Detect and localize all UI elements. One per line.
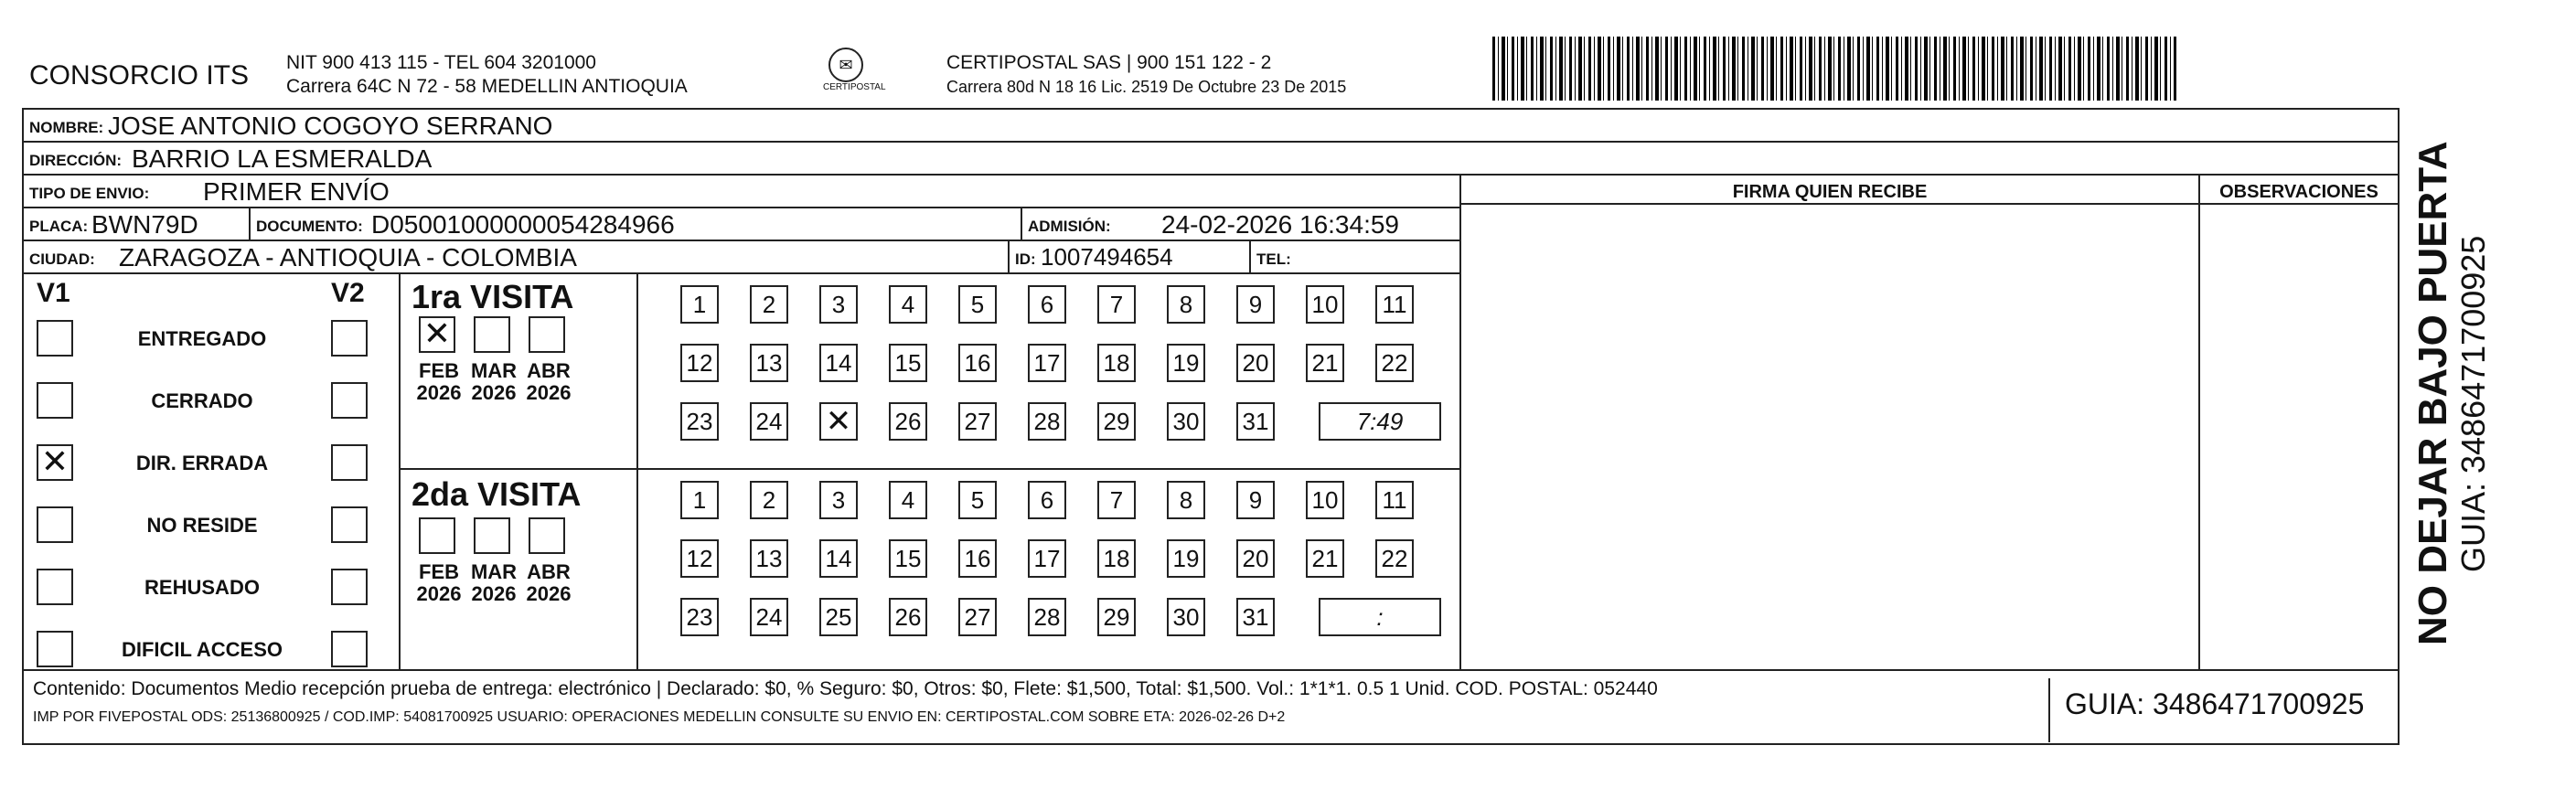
day-box[interactable]: 8 xyxy=(1167,481,1205,519)
observations-area[interactable] xyxy=(2200,205,2398,669)
day-box[interactable]: 22 xyxy=(1375,344,1414,382)
status-option-label: NO RESIDE xyxy=(146,514,258,537)
recipient-address: BARRIO LA ESMERALDA xyxy=(132,144,433,173)
day-box[interactable]: 7 xyxy=(1097,285,1136,324)
v2-checkbox[interactable] xyxy=(331,569,368,605)
day-box[interactable]: 17 xyxy=(1028,539,1066,578)
month-label: ABR 2026 xyxy=(526,560,572,605)
day-box[interactable]: 10 xyxy=(1306,481,1344,519)
day-box[interactable]: 16 xyxy=(958,344,997,382)
v2-checkbox[interactable] xyxy=(331,631,368,667)
day-box[interactable]: 31 xyxy=(1236,598,1275,636)
day-box[interactable]: 20 xyxy=(1236,344,1275,382)
month-checkbox[interactable] xyxy=(419,517,455,554)
month-checkbox[interactable] xyxy=(529,316,565,353)
day-box[interactable]: 2 xyxy=(750,285,788,324)
v2-header: V2 xyxy=(331,278,365,308)
day-box[interactable]: 24 xyxy=(750,402,788,441)
day-box[interactable]: 23 xyxy=(680,598,719,636)
day-box[interactable]: 10 xyxy=(1306,285,1344,324)
day-box[interactable]: 29 xyxy=(1097,598,1136,636)
day-box[interactable]: 5 xyxy=(958,285,997,324)
day-box[interactable]: 19 xyxy=(1167,344,1205,382)
day-box[interactable]: 21 xyxy=(1306,344,1344,382)
status-option-label: CERRADO xyxy=(151,389,253,412)
day-box[interactable]: 23 xyxy=(680,402,719,441)
carrier-address: Carrera 80d N 18 16 Lic. 2519 De Octubre 23 De 2015 xyxy=(946,78,1347,96)
month-label: FEB 2026 xyxy=(416,359,462,404)
v2-checkbox[interactable] xyxy=(331,444,368,481)
carrier-logo xyxy=(823,48,886,101)
company-info xyxy=(286,51,688,99)
day-box[interactable]: 30 xyxy=(1167,402,1205,441)
day-box[interactable]: 11 xyxy=(1375,285,1414,324)
footer-content: Contenido: Documentos Medio recepción prueba de entrega: electrónico | Declarado: $0, % Seguro: $0, Otros: $0, Flete: $1,500, Total: $1,500. Vol.: 1*1*1. 0.5 1 Unid. COD. POSTAL: 052440 xyxy=(33,678,1658,699)
v1-checkbox[interactable] xyxy=(37,631,73,667)
day-box[interactable]: 4 xyxy=(889,481,927,519)
day-box[interactable]: 2 xyxy=(750,481,788,519)
month-label: MAR 2026 xyxy=(470,359,518,404)
month-label: FEB 2026 xyxy=(416,560,462,605)
month-label: ABR 2026 xyxy=(526,359,572,404)
day-box[interactable]: 15 xyxy=(889,344,927,382)
day-box[interactable]: 24 xyxy=(750,598,788,636)
shipping-row: TIPO DE ENVIO: PRIMER ENVÍO xyxy=(24,176,1459,208)
plate: BWN79D xyxy=(91,210,198,239)
id-number: 1007494654 xyxy=(1041,243,1173,271)
no-dejar-text: NO DEJAR BAJO PUERTA xyxy=(2410,141,2455,645)
v2-checkbox[interactable] xyxy=(331,320,368,357)
signature-header: FIRMA QUIEN RECIBE xyxy=(1732,182,1928,202)
status-option-label: DIFICIL ACCESO xyxy=(121,638,283,661)
day-box[interactable]: 17 xyxy=(1028,344,1066,382)
v2-checkbox[interactable] xyxy=(331,382,368,419)
day-box[interactable]: 11 xyxy=(1375,481,1414,519)
time-box[interactable]: : xyxy=(1319,598,1441,636)
status-option-label: DIR. ERRADA xyxy=(135,452,269,474)
day-box[interactable]: 6 xyxy=(1028,285,1066,324)
footer-imp: IMP POR FIVEPOSTAL ODS: 25136800925 / COD.IMP: 54081700925 USUARIO: OPERACIONES MEDELLIN CONSULTE SU ENVIO EN: CERTIPOSTAL.COM SOBRE ETA: 2026-02-26 D+2 xyxy=(33,709,1286,725)
day-box[interactable]: 16 xyxy=(958,539,997,578)
address-line: Carrera 64C N 72 - 58 MEDELLIN ANTIOQUIA xyxy=(286,76,688,97)
signature-area[interactable] xyxy=(1461,205,2198,669)
day-box[interactable]: 15 xyxy=(889,539,927,578)
day-box[interactable]: 9 xyxy=(1236,481,1275,519)
day-box[interactable]: 9 xyxy=(1236,285,1275,324)
day-box[interactable]: 26 xyxy=(889,402,927,441)
status-option-label: ENTREGADO xyxy=(137,327,267,350)
day-box[interactable]: 1 xyxy=(680,285,719,324)
visit-panel xyxy=(24,274,1459,669)
day-box[interactable]: 22 xyxy=(1375,539,1414,578)
v1-header: V1 xyxy=(37,278,70,308)
address-row: DIRECCIÓN: BARRIO LA ESMERALDA xyxy=(24,143,2398,176)
day-box[interactable]: 21 xyxy=(1306,539,1344,578)
day-box[interactable]: 14 xyxy=(819,344,858,382)
day-box[interactable]: 30 xyxy=(1167,598,1205,636)
v1-checkbox[interactable] xyxy=(37,382,73,419)
month-checkbox[interactable]: ✕ xyxy=(419,316,455,353)
company-name: CONSORCIO ITS xyxy=(29,60,250,91)
month-checkbox[interactable] xyxy=(474,517,510,554)
day-box[interactable]: 7 xyxy=(1097,481,1136,519)
day-box[interactable]: 6 xyxy=(1028,481,1066,519)
day-box[interactable]: ✕ xyxy=(819,402,858,441)
document-number: D05001000000054284966 xyxy=(371,210,675,239)
plate-row: PLACA: BWN79D DOCUMENTO: D05001000000054284966 ADMISIÓN: 24-02-2026 16:34:59 xyxy=(24,208,1459,241)
v1-checkbox[interactable]: ✕ xyxy=(37,444,73,481)
city-row: CIUDAD: ZARAGOZA - ANTIOQUIA - COLOMBIA ID: 1007494654 TEL: xyxy=(24,241,1459,274)
logo-emblem-icon: ✉ xyxy=(828,48,863,82)
v1-checkbox[interactable] xyxy=(37,320,73,357)
side-texts xyxy=(2410,141,2492,647)
shipping-type: PRIMER ENVÍO xyxy=(203,177,390,206)
footer-guia: GUIA: 3486471700925 xyxy=(2065,687,2365,720)
day-box[interactable]: 12 xyxy=(680,344,719,382)
side-guia: GUIA: 3486471700925 xyxy=(2454,235,2492,572)
day-box[interactable]: 18 xyxy=(1097,539,1136,578)
day-box[interactable]: 19 xyxy=(1167,539,1205,578)
nit-line: NIT 900 413 115 - TEL 604 3201000 xyxy=(286,52,596,73)
day-box[interactable]: 14 xyxy=(819,539,858,578)
recipient-name: JOSE ANTONIO COGOYO SERRANO xyxy=(108,112,553,140)
admission-date: 24-02-2026 16:34:59 xyxy=(1161,210,1399,239)
name-row: NOMBRE: JOSE ANTONIO COGOYO SERRANO xyxy=(24,110,2398,143)
day-box[interactable]: 1 xyxy=(680,481,719,519)
visit2-title: 2da VISITA xyxy=(412,475,582,513)
carrier-line: CERTIPOSTAL SAS | 900 151 122 - 2 xyxy=(946,52,1272,73)
day-box[interactable]: 28 xyxy=(1028,598,1066,636)
day-box[interactable]: 27 xyxy=(958,402,997,441)
logo-text: CERTIPOSTAL xyxy=(823,82,886,92)
carrier-info xyxy=(946,51,1346,99)
status-option-label: REHUSADO xyxy=(144,576,260,599)
day-box[interactable]: 12 xyxy=(680,539,719,578)
time-box[interactable]: 7:49 xyxy=(1319,402,1441,441)
day-box[interactable]: 5 xyxy=(958,481,997,519)
day-box[interactable]: 8 xyxy=(1167,285,1205,324)
shipping-form xyxy=(22,108,2400,745)
visit1-title: 1ra VISITA xyxy=(412,278,574,315)
observations-header: OBSERVACIONES xyxy=(2219,182,2378,202)
day-box[interactable]: 27 xyxy=(958,598,997,636)
v2-checkbox[interactable] xyxy=(331,506,368,543)
v1-checkbox[interactable] xyxy=(37,569,73,605)
city: ZARAGOZA - ANTIOQUIA - COLOMBIA xyxy=(119,243,577,272)
month-checkbox[interactable] xyxy=(474,316,510,353)
day-box[interactable]: 20 xyxy=(1236,539,1275,578)
day-box[interactable]: 13 xyxy=(750,539,788,578)
barcode xyxy=(1492,37,2176,101)
day-box[interactable]: 4 xyxy=(889,285,927,324)
day-box[interactable]: 3 xyxy=(819,285,858,324)
day-box[interactable]: 26 xyxy=(889,598,927,636)
day-box[interactable]: 18 xyxy=(1097,344,1136,382)
day-box[interactable]: 31 xyxy=(1236,402,1275,441)
month-checkbox[interactable] xyxy=(529,517,565,554)
month-label: MAR 2026 xyxy=(470,560,518,605)
day-box[interactable]: 25 xyxy=(819,598,858,636)
day-box[interactable]: 13 xyxy=(750,344,788,382)
v1-checkbox[interactable] xyxy=(37,506,73,543)
day-box[interactable]: 3 xyxy=(819,481,858,519)
day-box[interactable]: 29 xyxy=(1097,402,1136,441)
day-box[interactable]: 28 xyxy=(1028,402,1066,441)
